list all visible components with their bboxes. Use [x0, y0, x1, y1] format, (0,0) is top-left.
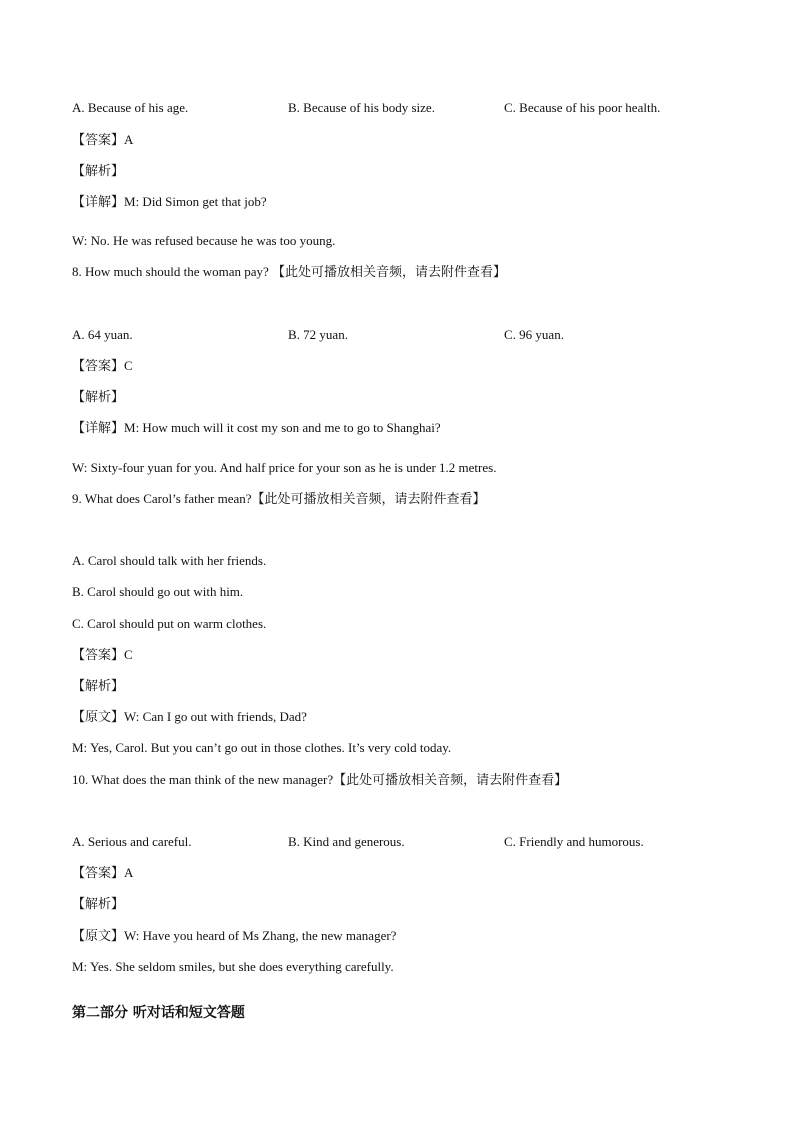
detail-text: M: How much will it cost my son and me to go to Shanghai? [124, 420, 441, 435]
original-tag: 【原文】 [72, 710, 125, 725]
section-heading: 第二部分 听对话和短文答题 [72, 1005, 245, 1021]
q10-analysis [72, 896, 124, 913]
q8-answer [72, 358, 133, 375]
q7-option-c: C. Because of his poor health. [504, 100, 661, 115]
question-text: 10. What does the man think of the new manager? [72, 772, 334, 787]
q9-original [72, 709, 307, 726]
answer-tag: 【答案】 [72, 648, 125, 663]
analysis-tag: 【解析】 [72, 164, 125, 179]
q8-question [72, 264, 506, 281]
answer-tag: 【答案】 [72, 866, 125, 881]
q8-options [72, 327, 722, 343]
answer-value: C [124, 358, 133, 373]
q10-option-b: B. Kind and generous. [288, 834, 405, 849]
q7-option-b: B. Because of his body size. [288, 100, 435, 115]
q9-analysis [72, 678, 124, 695]
q9-answer [72, 647, 133, 664]
q8-option-a: A. 64 yuan. [72, 327, 133, 342]
q9-option-b: B. Carol should go out with him. [72, 584, 244, 599]
question-text: 8. How much should the woman pay? [72, 264, 269, 279]
analysis-tag: 【解析】 [72, 390, 125, 405]
audio-note: 【此处可播放相关音频，请去附件查看】 [251, 492, 486, 507]
q9-option-a: A. Carol should talk with her friends. [72, 553, 267, 568]
q10-options [72, 834, 722, 850]
q7-option-a: A. Because of his age. [72, 100, 189, 115]
q10-option-a: A. Serious and careful. [72, 834, 192, 849]
original-text: W: Have you heard of Ms Zhang, the new manager? [124, 928, 397, 943]
detail-tag: 【详解】 [72, 195, 125, 210]
answer-value: A [124, 132, 134, 147]
q10-option-c: C. Friendly and humorous. [504, 834, 644, 849]
q7-detail [72, 194, 267, 211]
analysis-tag: 【解析】 [72, 679, 125, 694]
q7-answer [72, 132, 133, 149]
analysis-tag: 【解析】 [72, 897, 125, 912]
answer-value: A [124, 865, 134, 880]
q10-question [72, 772, 567, 789]
q10-original [72, 928, 396, 945]
audio-note: 【此处可播放相关音频，请去附件查看】 [333, 773, 568, 788]
q8-detail-line2: W: Sixty-four yuan for you. And half price for your son as he is under 1.2 metres. [72, 460, 497, 475]
audio-note: 【此处可播放相关音频，请去附件查看】 [272, 265, 507, 280]
answer-tag: 【答案】 [72, 359, 125, 374]
detail-text: M: Did Simon get that job? [124, 194, 267, 209]
original-tag: 【原文】 [72, 929, 125, 944]
q9-original-line2: M: Yes, Carol. But you can’t go out in those clothes. It’s very cold today. [72, 740, 452, 755]
q8-option-c: C. 96 yuan. [504, 327, 564, 342]
q8-analysis [72, 389, 124, 406]
answer-value: C [124, 647, 133, 662]
answer-tag: 【答案】 [72, 133, 125, 148]
q10-answer [72, 865, 133, 882]
q7-detail-line2: W: No. He was refused because he was too young. [72, 233, 336, 248]
q9-option-c: C. Carol should put on warm clothes. [72, 616, 267, 631]
original-text: W: Can I go out with friends, Dad? [124, 709, 307, 724]
q7-analysis [72, 163, 124, 180]
q9-question [72, 491, 486, 508]
q10-original-line2: M: Yes. She seldom smiles, but she does everything carefully. [72, 959, 394, 974]
q8-detail [72, 420, 441, 437]
question-text: 9. What does Carol’s father mean? [72, 491, 252, 506]
q7-options [72, 100, 722, 116]
detail-tag: 【详解】 [72, 421, 125, 436]
q8-option-b: B. 72 yuan. [288, 327, 348, 342]
